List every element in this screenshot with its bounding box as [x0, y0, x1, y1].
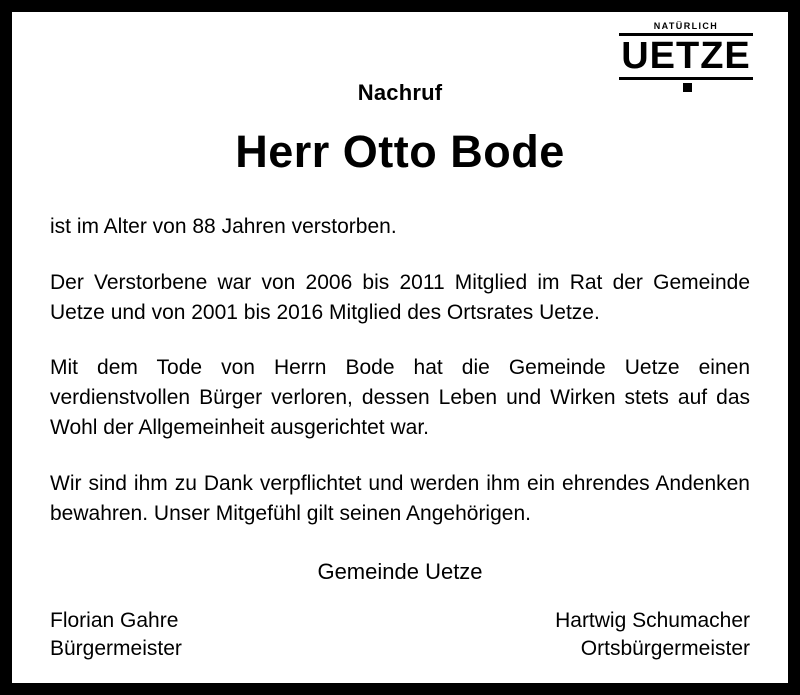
signer-left-role: Bürgermeister	[50, 636, 182, 660]
signer-left-name: Florian Gahre	[50, 608, 179, 632]
notice-kicker: Nachruf	[357, 80, 443, 105]
logo-kicker-text: NATÜRLICH	[653, 21, 719, 31]
notice-content	[12, 12, 788, 683]
logo-wordmark: UETZE	[619, 33, 753, 80]
signer-right-name: Hartwig Schumacher	[555, 608, 750, 632]
signer-right	[555, 607, 750, 664]
signer-right-role: Ortsbürgermeister	[580, 636, 750, 660]
signers-row	[50, 607, 750, 664]
notice-paragraph-1: ist im Alter von 88 Jahren verstorben.	[50, 215, 397, 238]
signature-organization: Gemeinde Uetze	[317, 558, 483, 584]
notice-paragraph-3: Mit dem Tode von Herrn Bode hat die Gemeinde Uetze einen verdienstvollen Bürger verloren, dessen Leben und Wirken stets auf das Wohl der Allgemeinheit ausgerichtet war.	[50, 356, 750, 440]
deceased-name: Herr Otto Bode	[235, 126, 565, 177]
notice-paragraph-2: Der Verstorbene war von 2006 bis 2011 Mitglied im Rat der Gemeinde Uetze und von 2001 bis 2016 Mitglied des Ortsrates Uetze.	[50, 270, 750, 324]
uetze-logo	[618, 22, 754, 96]
signer-left	[50, 607, 182, 664]
logo-dot-icon	[683, 83, 692, 92]
notice-paragraph-4: Wir sind ihm zu Dank verpflichtet und werden ihm ein ehrendes Andenken bewahren. Unser Mitgefühl gilt seinen Angehörigen.	[50, 471, 750, 525]
